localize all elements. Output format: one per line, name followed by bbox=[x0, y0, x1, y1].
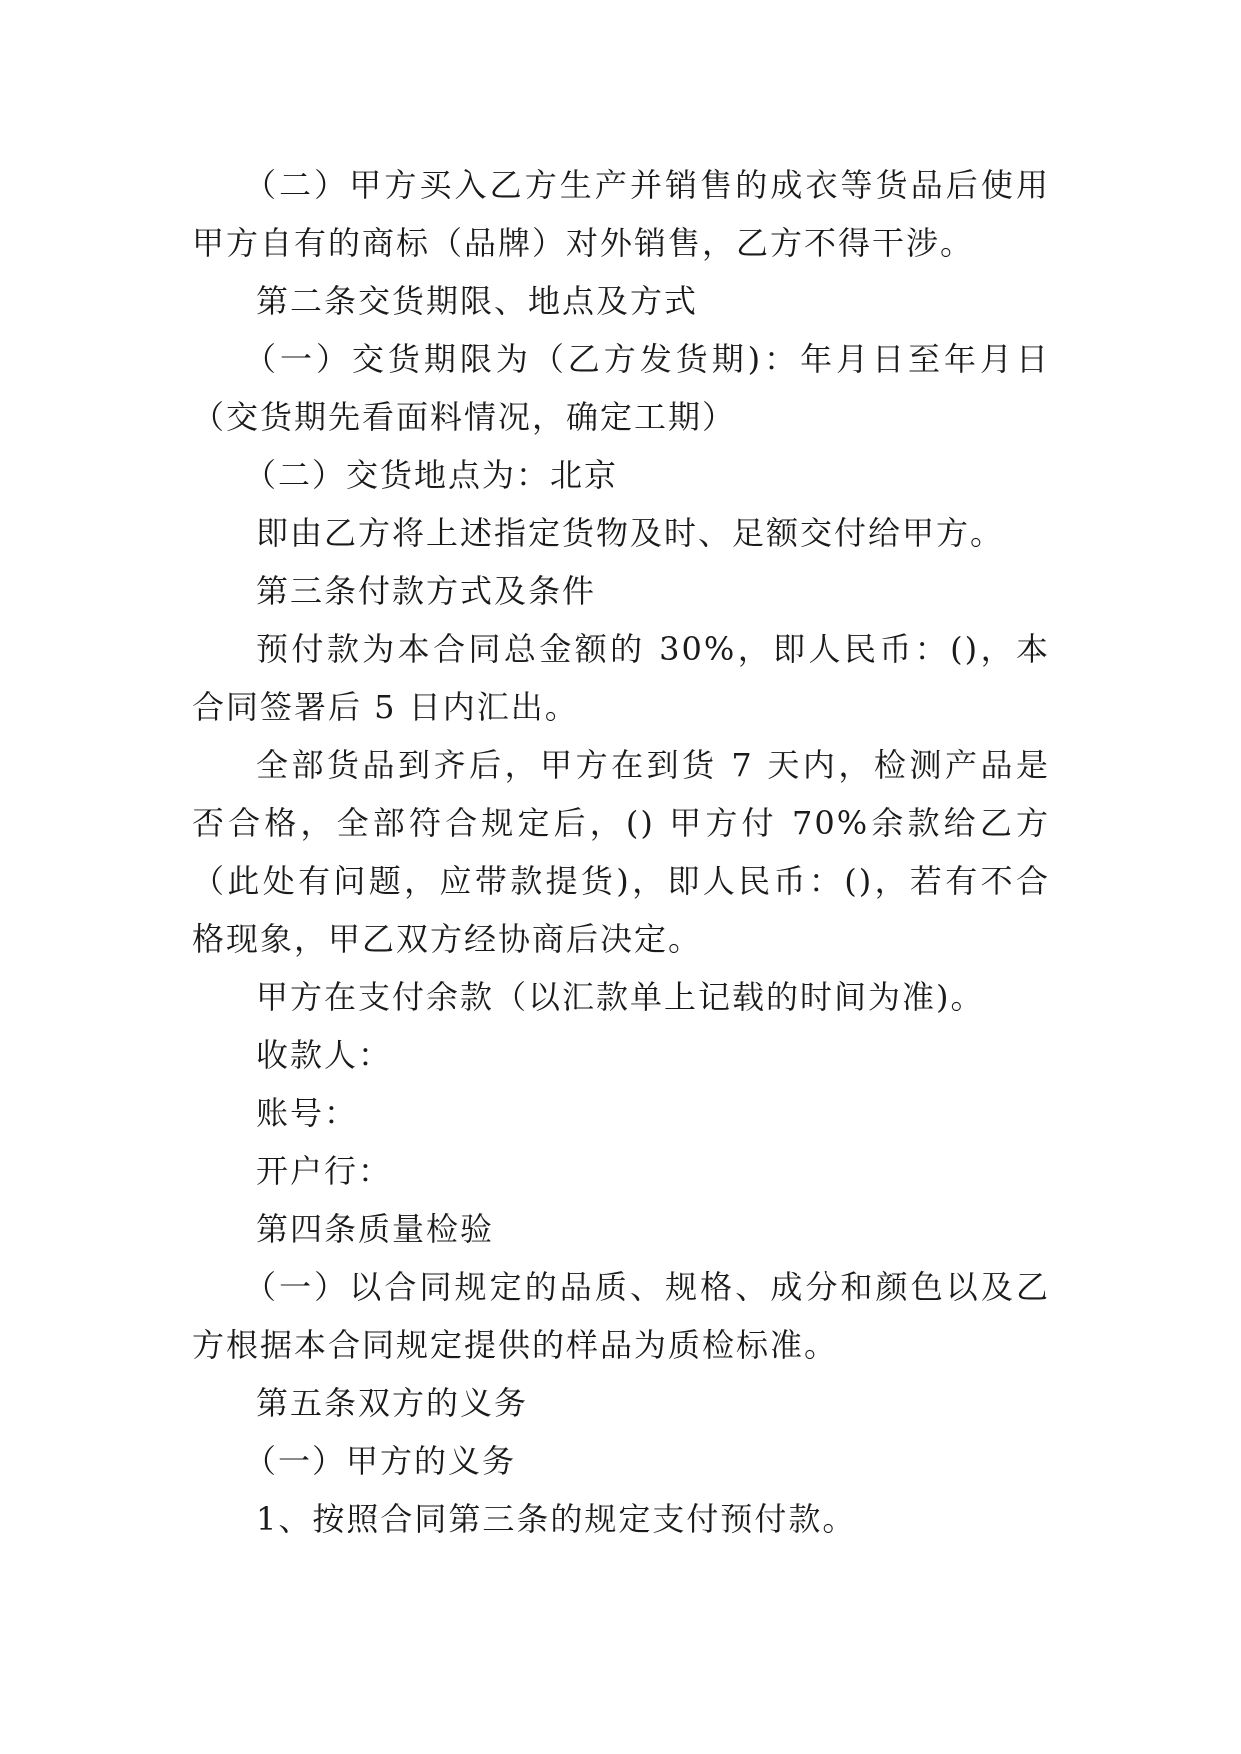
clause-paragraph: （一）甲方的义务 bbox=[244, 1442, 517, 1480]
clause-paragraph: （一）以合同规定的品质、规格、成分和颜色以及乙方根据本合同规定提供的样品为质检标准。 bbox=[192, 1268, 1050, 1364]
article-heading: 第三条付款方式及条件 bbox=[256, 572, 597, 610]
contract-body bbox=[192, 156, 1050, 1548]
bank-line: 开户行： bbox=[256, 1152, 393, 1190]
body-paragraph: 甲方在支付余款（以汇款单上记载的时间为准)。 bbox=[256, 978, 985, 1016]
article-heading: 第二条交货期限、地点及方式 bbox=[256, 282, 699, 320]
body-paragraph: 即由乙方将上述指定货物及时、足额交付给甲方。 bbox=[256, 514, 1005, 552]
payee-line: 收款人： bbox=[256, 1036, 393, 1074]
body-paragraph: 全部货品到齐后，甲方在到货 7 天内，检测产品是否合格，全部符合规定后，() 甲方付 70%余款给乙方（此处有问题，应带款提货)，即人民币：()，若有不合格现象，甲乙双方经协商后决定。 bbox=[192, 746, 1050, 958]
body-paragraph: 预付款为本合同总金额的 30%，即人民币：()，本合同签署后 5 日内汇出。 bbox=[192, 630, 1050, 726]
clause-paragraph: （二）甲方买入乙方生产并销售的成衣等货品后使用甲方自有的商标（品牌）对外销售，乙方不得干涉。 bbox=[192, 166, 1050, 262]
account-number-line: 账号： bbox=[256, 1094, 359, 1132]
article-heading: 第五条双方的义务 bbox=[256, 1384, 529, 1422]
clause-paragraph: （二）交货地点为：北京 bbox=[244, 456, 619, 494]
clause-paragraph: （一）交货期限为（乙方发货期)：年月日至年月日（交货期先看面料情况，确定工期） bbox=[192, 340, 1050, 436]
article-heading: 第四条质量检验 bbox=[256, 1210, 495, 1248]
numbered-item: 1、按照合同第三条的规定支付预付款。 bbox=[256, 1500, 857, 1538]
